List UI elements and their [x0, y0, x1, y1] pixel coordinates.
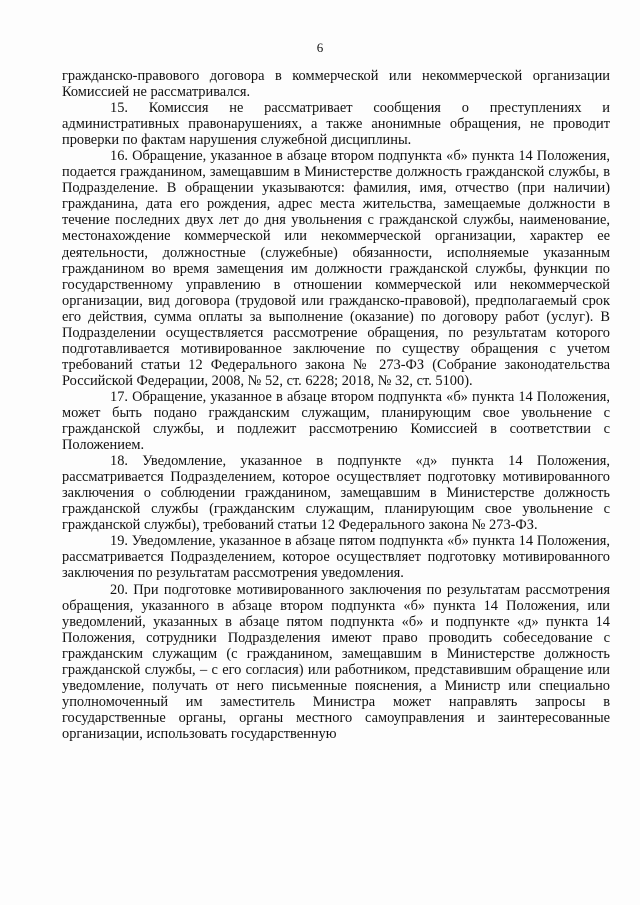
- paragraph-17: 17. Обращение, указанное в абзаце втором подпункта «б» пункта 14 Положения, может быть подано гражданским служащим, планирующим свое увольнение с гражданской службы, и подлежит рассмотрению Комиссией в соответствии с Положением.: [62, 388, 610, 454]
- paragraph-18: 18. Уведомление, указанное в подпункте «д» пункта 14 Положения, рассматривается Подразделением, которое осуществляет подготовку мотивированного заключения о соблюдении гражданином, замещавшим в Министерстве должность гражданской службы (гражданским служащим, планирующим свое увольнение с гражданской службы), требований статьи 12 Федерального закона № 273-ФЗ.: [62, 453, 610, 534]
- paragraph-continuation: гражданско-правового договора в коммерческой или некоммерческой организации Комиссией не рассматривался.: [62, 68, 610, 101]
- document-body: [62, 68, 610, 742]
- paragraph-15: 15. Комиссия не рассматривает сообщения о преступлениях и административных правонарушениях, а также анонимные обращения, не проводит проверки по фактам нарушения служебной дисциплины.: [62, 100, 610, 149]
- paragraph-16: 16. Обращение, указанное в абзаце втором подпункта «б» пункта 14 Положения, подается гражданином, замещавшим в Министерстве должность гражданской службы, в Подразделение. В обращении указываются: фамилия, имя, отчество (при наличии) гражданина, дата его рождения, адрес места жительства, замещаемые должности в течение последних двух лет до дня увольнения с гражданской службы, наименование, местонахождение коммерческой или некоммерческой организации, характер ее деятельности, должностные (служебные) обязанности, исполняемые указанным гражданином во время замещения им должности гражданской службы, функции по государственному управлению в отношении коммерческой или некоммерческой организации, вид договора (трудовой или гражданско-правовой), предполагаемый срок его действия, сумма оплаты за выполнение (оказание) по договору работ (услуг). В Подразделении осуществляется рассмотрение обращения, по результатам которого подготавливается мотивированное заключение по существу обращения с учетом требований статьи 12 Федерального закона № 273-ФЗ (Собрание законодательства Российской Федерации, 2008, № 52, ст. 6228; 2018, № 32, ст. 5100).: [62, 148, 610, 389]
- page-number: 6: [316, 40, 324, 55]
- paragraph-20: 20. При подготовке мотивированного заключения по результатам рассмотрения обращения, указанного в абзаце втором подпункта «б» пункта 14 Положения, или уведомлений, указанных в абзаце пятом подпункта «б» и подпункте «д» пункта 14 Положения, сотрудники Подразделения имеют право проводить собеседование с гражданским служащим (с гражданином, замещавшим в Министерстве должность гражданской службы, – с его согласия) или работником, представившим обращение или уведомление, получать от него письменные пояснения, а Министр или специально уполномоченный им заместитель Министра может направлять запросы в государственные органы, органы местного самоуправления и заинтересованные организации, использовать государственную: [62, 581, 610, 742]
- paragraph-19: 19. Уведомление, указанное в абзаце пятом подпункта «б» пункта 14 Положения, рассматривается Подразделением, которое осуществляет подготовку мотивированного заключения по результатам рассмотрения уведомления.: [62, 533, 610, 582]
